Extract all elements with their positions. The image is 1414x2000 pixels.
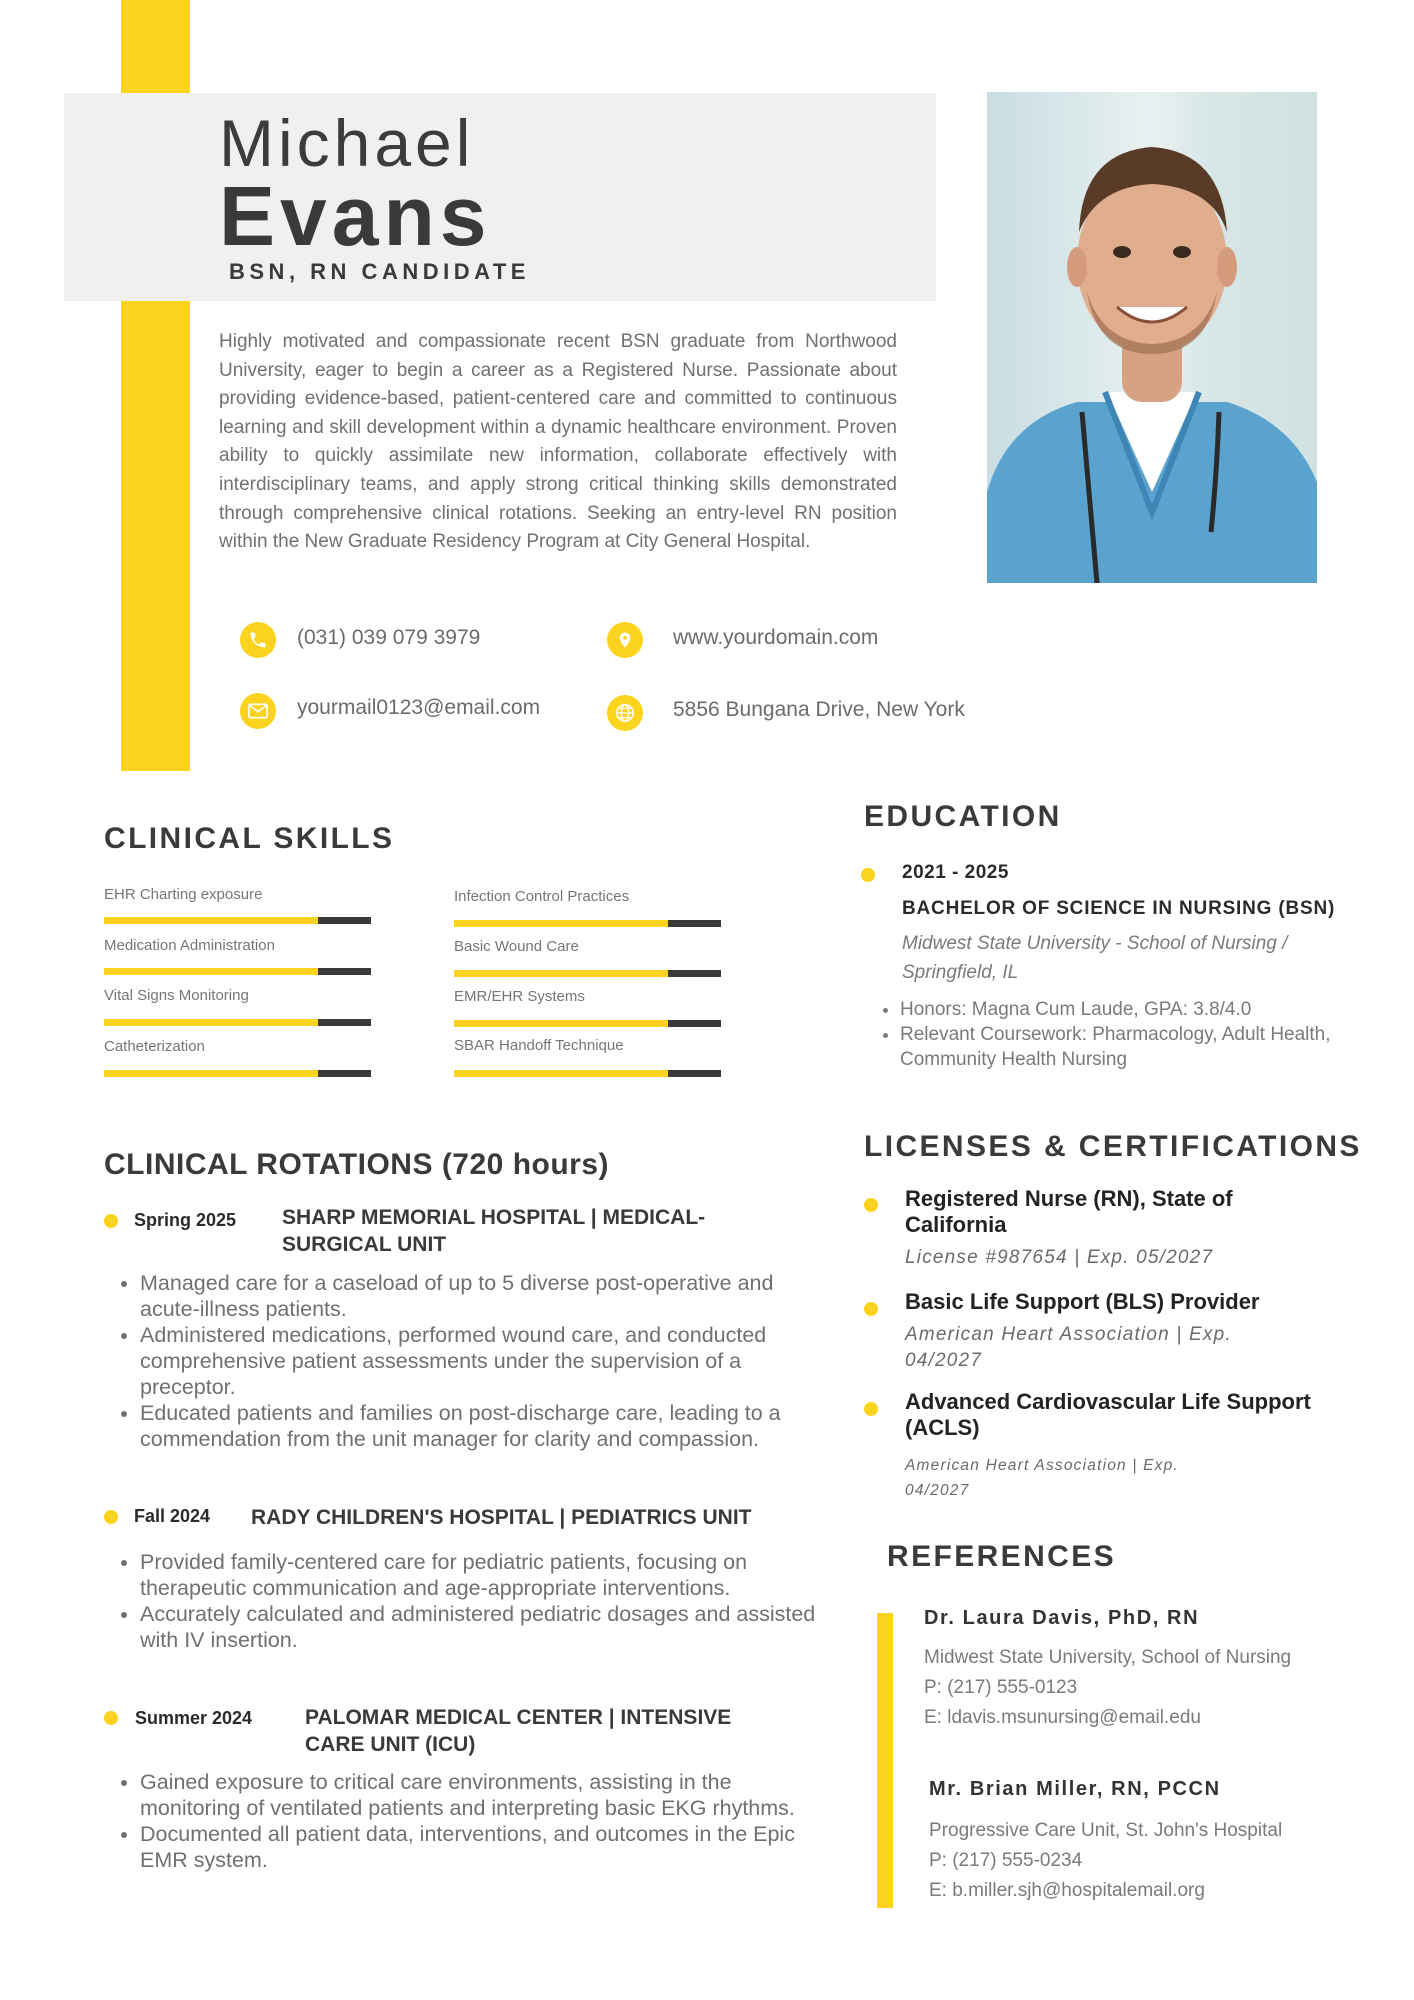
skill-label: Basic Wound Care bbox=[454, 938, 579, 955]
rotation-term: Summer 2024 bbox=[135, 1708, 253, 1728]
licenses-section-title: LICENSES & CERTIFICATIONS bbox=[864, 1130, 1362, 1163]
education-school: Midwest State University - School of Nursing / Springfield, IL bbox=[902, 933, 1288, 983]
globe-icon bbox=[607, 695, 643, 731]
list-item: • Honors: Magna Cum Laude, GPA: 3.8/4.0 bbox=[900, 997, 1390, 1022]
reference-email[interactable]: E: b.miller.sjh@hospitalemail.org bbox=[929, 1880, 1205, 1901]
skill-label: Vital Signs Monitoring bbox=[104, 987, 249, 1004]
references-section-title: REFERENCES bbox=[887, 1540, 1117, 1573]
timeline-dot bbox=[864, 1198, 878, 1212]
skill-level-bar bbox=[454, 970, 721, 977]
rotation-duties bbox=[110, 1549, 830, 1653]
license-detail: American Heart Association | Exp. 04/2027 bbox=[905, 1457, 1179, 1499]
phone-number[interactable]: (031) 039 079 3979 bbox=[297, 626, 481, 649]
skill-level-fill bbox=[454, 1070, 668, 1077]
first-name: Michael bbox=[219, 106, 475, 180]
list-item: • Documented all patient data, interventions, and outcomes in the Epic EMR system. bbox=[140, 1821, 830, 1873]
email-link[interactable]: yourmail0123@email.com bbox=[297, 696, 541, 719]
profile-summary: Highly motivated and compassionate recent BSN graduate from Northwood University, eager to begin a career as a Registered Nurse. Passionate about providing evidence-based, patient-centered care and committed to continuous learning and skill development within a dynamic healthcare environment. Proven ability to quickly assimilate new information, collaborate effectively with interdisciplinary teams, and apply strong critical thinking skills demonstrated through comprehensive clinical rotations. Seeking an entry-level RN position within the New Graduate Residency Program at City General Hospital. bbox=[219, 331, 897, 553]
license-detail: License #987654 | Exp. 05/2027 bbox=[905, 1247, 1214, 1268]
skill-label: EMR/EHR Systems bbox=[454, 988, 585, 1005]
skill-level-bar bbox=[104, 917, 371, 924]
skill-label: Catheterization bbox=[104, 1038, 205, 1055]
education-details bbox=[864, 997, 1390, 1072]
timeline-dot bbox=[104, 1510, 118, 1524]
location-pin-icon bbox=[607, 622, 643, 658]
last-name: Evans bbox=[219, 169, 492, 263]
reference-organization: Progressive Care Unit, St. John's Hospital bbox=[929, 1820, 1283, 1841]
skill-level-bar bbox=[104, 968, 371, 975]
skill-level-bar bbox=[104, 1070, 371, 1077]
timeline-dot bbox=[104, 1711, 118, 1725]
list-item: • Relevant Coursework: Pharmacology, Adult Health, Community Health Nursing bbox=[900, 1022, 1390, 1072]
skill-level-fill bbox=[104, 1070, 318, 1077]
references-accent-bar bbox=[877, 1613, 893, 1908]
reference-phone: P: (217) 555-0234 bbox=[929, 1850, 1083, 1871]
reference-name: Mr. Brian Miller, RN, PCCN bbox=[929, 1778, 1221, 1800]
license-name: Basic Life Support (BLS) Provider bbox=[905, 1289, 1260, 1314]
reference-phone: P: (217) 555-0123 bbox=[924, 1677, 1078, 1698]
envelope-icon bbox=[240, 693, 276, 729]
list-item: • Administered medications, performed wound care, and conducted comprehensive patient assessments under the supervision of a preceptor. bbox=[140, 1322, 830, 1400]
reference-organization: Midwest State University, School of Nursing bbox=[924, 1647, 1292, 1668]
skill-label: EHR Charting exposure bbox=[104, 886, 263, 903]
timeline-dot bbox=[861, 868, 875, 882]
skill-level-bar bbox=[454, 1070, 721, 1077]
job-title: BSN, RN CANDIDATE bbox=[229, 259, 530, 284]
reference-email[interactable]: E: ldavis.msunursing@email.edu bbox=[924, 1707, 1201, 1728]
rotation-place: RADY CHILDREN'S HOSPITAL | PEDIATRICS UNIT bbox=[251, 1506, 752, 1529]
skill-level-fill bbox=[454, 920, 668, 927]
education-section-title: EDUCATION bbox=[864, 800, 1062, 833]
list-item: • Accurately calculated and administered pediatric dosages and assisted with IV insertion. bbox=[140, 1601, 830, 1653]
rotation-duties bbox=[110, 1270, 830, 1452]
rotations-section-title: CLINICAL ROTATIONS (720 hours) bbox=[104, 1148, 610, 1181]
rotation-term: Spring 2025 bbox=[134, 1210, 237, 1230]
skill-level-bar bbox=[104, 1019, 371, 1026]
skill-level-bar bbox=[454, 920, 721, 927]
skill-level-fill bbox=[104, 1019, 318, 1026]
rotation-duties bbox=[110, 1769, 830, 1873]
license-name: Registered Nurse (RN), State of California bbox=[905, 1186, 1233, 1237]
skill-label: Medication Administration bbox=[104, 937, 275, 954]
skill-level-bar bbox=[454, 1020, 721, 1027]
rotation-place: SHARP MEMORIAL HOSPITAL | MEDICAL-SURGICAL UNIT bbox=[282, 1206, 706, 1256]
skills-section-title: CLINICAL SKILLS bbox=[104, 822, 395, 855]
skill-label: Infection Control Practices bbox=[454, 888, 630, 905]
education-years: 2021 - 2025 bbox=[902, 862, 1009, 883]
rotation-term: Fall 2024 bbox=[134, 1506, 211, 1526]
website-link[interactable]: www.yourdomain.com bbox=[673, 626, 879, 649]
skill-level-fill bbox=[454, 1020, 668, 1027]
list-item: • Gained exposure to critical care environments, assisting in the monitoring of ventilated patients and interpreting basic EKG rhythms. bbox=[140, 1769, 830, 1821]
license-detail: American Heart Association | Exp. 04/2027 bbox=[905, 1324, 1232, 1371]
list-item: • Provided family-centered care for pediatric patients, focusing on therapeutic communication and age-appropriate interventions. bbox=[140, 1549, 830, 1601]
timeline-dot bbox=[864, 1302, 878, 1316]
phone-icon bbox=[240, 622, 276, 658]
profile-photo bbox=[987, 92, 1317, 583]
skill-level-fill bbox=[104, 968, 318, 975]
skill-label: SBAR Handoff Technique bbox=[454, 1037, 624, 1054]
timeline-dot bbox=[864, 1402, 878, 1416]
skill-level-fill bbox=[104, 917, 318, 924]
rotation-place: PALOMAR MEDICAL CENTER | INTENSIVE CARE UNIT (ICU) bbox=[305, 1706, 732, 1756]
list-item: • Educated patients and families on post-discharge care, leading to a commendation from the unit manager for clarity and compassion. bbox=[140, 1400, 830, 1452]
license-name: Advanced Cardiovascular Life Support (ACLS) bbox=[905, 1389, 1311, 1440]
address-text: 5856 Bungana Drive, New York bbox=[673, 698, 965, 721]
education-degree: BACHELOR OF SCIENCE IN NURSING (BSN) bbox=[902, 898, 1336, 919]
reference-name: Dr. Laura Davis, PhD, RN bbox=[924, 1607, 1200, 1629]
list-item: • Managed care for a caseload of up to 5 diverse post-operative and acute-illness patients. bbox=[140, 1270, 830, 1322]
skill-level-fill bbox=[454, 970, 668, 977]
timeline-dot bbox=[104, 1214, 118, 1228]
